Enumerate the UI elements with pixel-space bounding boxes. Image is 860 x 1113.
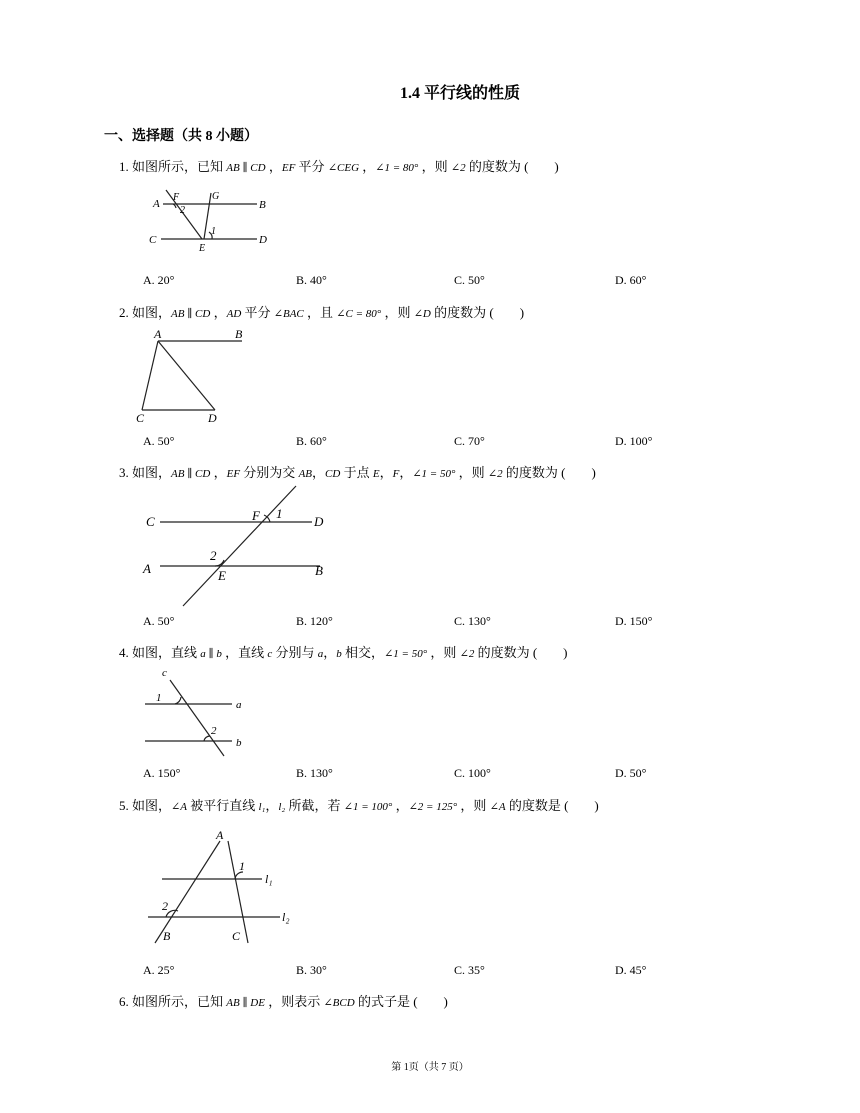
label-D: D (314, 514, 324, 529)
option-a[interactable]: A. 20° (143, 273, 175, 287)
option-b[interactable]: B. 60° (296, 434, 327, 448)
question-3-stem: 3. 如图，AB ∥ CD ，EF 分别为交 AB，CD 于点 E，F，∠1 = 50° ，则 ∠2 的度数为 ( ) (119, 465, 596, 480)
line-ef (183, 486, 296, 606)
option-d[interactable]: D. 150° (615, 614, 653, 628)
label-b: b (236, 737, 242, 749)
label-C: C (146, 514, 155, 529)
page-footer: 第 1页（共 7 页） (391, 1062, 469, 1073)
question-5-stem: 5. 如图，∠A 被平行直线 l₁，l₂ 所截，若 ∠1 = 100° ，∠2 = 125° ，则 ∠A 的度数是 ( ) (119, 798, 599, 813)
label-c: c (162, 667, 167, 679)
question-5-figure (140, 826, 310, 950)
label-C: C (136, 411, 145, 425)
line-c (170, 680, 224, 756)
angle-2-arc (173, 204, 176, 208)
label-E: E (218, 568, 226, 583)
label-D: D (208, 411, 217, 425)
label-a: a (236, 699, 242, 711)
label-angle-2: 2 (180, 205, 185, 216)
question-6-stem: 6. 如图所示，已知 AB ∥ DE ，则表示 ∠BCD 的式子是 ( ) (119, 994, 448, 1009)
label-F: F (252, 508, 260, 523)
label-angle-1: 1 (211, 226, 216, 237)
label-l1: l₁ (265, 872, 273, 886)
option-d[interactable]: D. 60° (615, 273, 647, 287)
label-A: A (216, 828, 224, 842)
question-3-figure (140, 482, 340, 612)
option-a[interactable]: A. 50° (143, 614, 175, 628)
label-E: E (199, 243, 206, 254)
option-b[interactable]: B. 40° (296, 273, 327, 287)
label-angle-1: 1 (276, 506, 283, 521)
line-ac (228, 841, 248, 943)
option-c[interactable]: C. 100° (454, 766, 491, 780)
question-4-figure (140, 664, 260, 764)
label-l2: l₂ (282, 910, 290, 924)
option-a[interactable]: A. 150° (143, 766, 181, 780)
option-c[interactable]: C. 50° (454, 273, 485, 287)
label-B: B (163, 929, 171, 943)
label-D: D (259, 234, 267, 246)
option-d[interactable]: D. 100° (615, 434, 653, 448)
question-2-stem: 2. 如图，AB ∥ CD ，AD 平分 ∠BAC ，且 ∠C = 80° ，则 ∠D 的度数为 ( ) (119, 305, 525, 320)
label-angle-2: 2 (162, 899, 168, 913)
option-d[interactable]: D. 50° (615, 766, 647, 780)
question-4-stem: 4. 如图，直线 a ∥ b ，直线 c 分别与 a，b 相交，∠1 = 50° ，则 ∠2 的度数为 ( ) (119, 645, 568, 660)
option-b[interactable]: B. 120° (296, 614, 333, 628)
question-2-figure (130, 325, 260, 425)
angle-1-arc (175, 697, 181, 704)
label-B: B (259, 199, 266, 211)
label-A: A (153, 198, 160, 210)
angle-2-arc (204, 736, 210, 741)
option-c[interactable]: C. 70° (454, 434, 485, 448)
option-b[interactable]: B. 130° (296, 766, 333, 780)
option-c[interactable]: C. 130° (454, 614, 491, 628)
label-angle-1: 1 (156, 692, 162, 704)
line-ac (142, 341, 158, 410)
option-a[interactable]: A. 25° (143, 963, 175, 977)
line-ab (155, 841, 220, 943)
label-C: C (149, 234, 157, 246)
label-G: G (212, 191, 220, 202)
question-1-figure (145, 185, 285, 255)
line-ad (158, 341, 215, 410)
label-B: B (235, 327, 243, 341)
label-A: A (154, 327, 162, 341)
page-title: 1.4 平行线的性质 (399, 85, 520, 102)
label-angle-2: 2 (210, 548, 217, 563)
label-angle-2: 2 (211, 725, 217, 737)
question-1-stem: 1. 如图所示，已知 AB ∥ CD ，EF 平分 ∠CEG ，∠1 = 80° ，则 ∠2 的度数为 ( ) (119, 159, 559, 174)
option-c[interactable]: C. 35° (454, 963, 485, 977)
angle-1-arc (235, 872, 243, 879)
label-B: B (315, 563, 323, 578)
label-C: C (232, 929, 241, 943)
section-heading: 一、选择题（共 8 小题） (104, 129, 258, 144)
label-F: F (173, 192, 180, 203)
label-angle-1: 1 (239, 859, 245, 873)
option-d[interactable]: D. 45° (615, 963, 647, 977)
option-b[interactable]: B. 30° (296, 963, 327, 977)
label-A: A (143, 561, 151, 576)
option-a[interactable]: A. 50° (143, 434, 175, 448)
